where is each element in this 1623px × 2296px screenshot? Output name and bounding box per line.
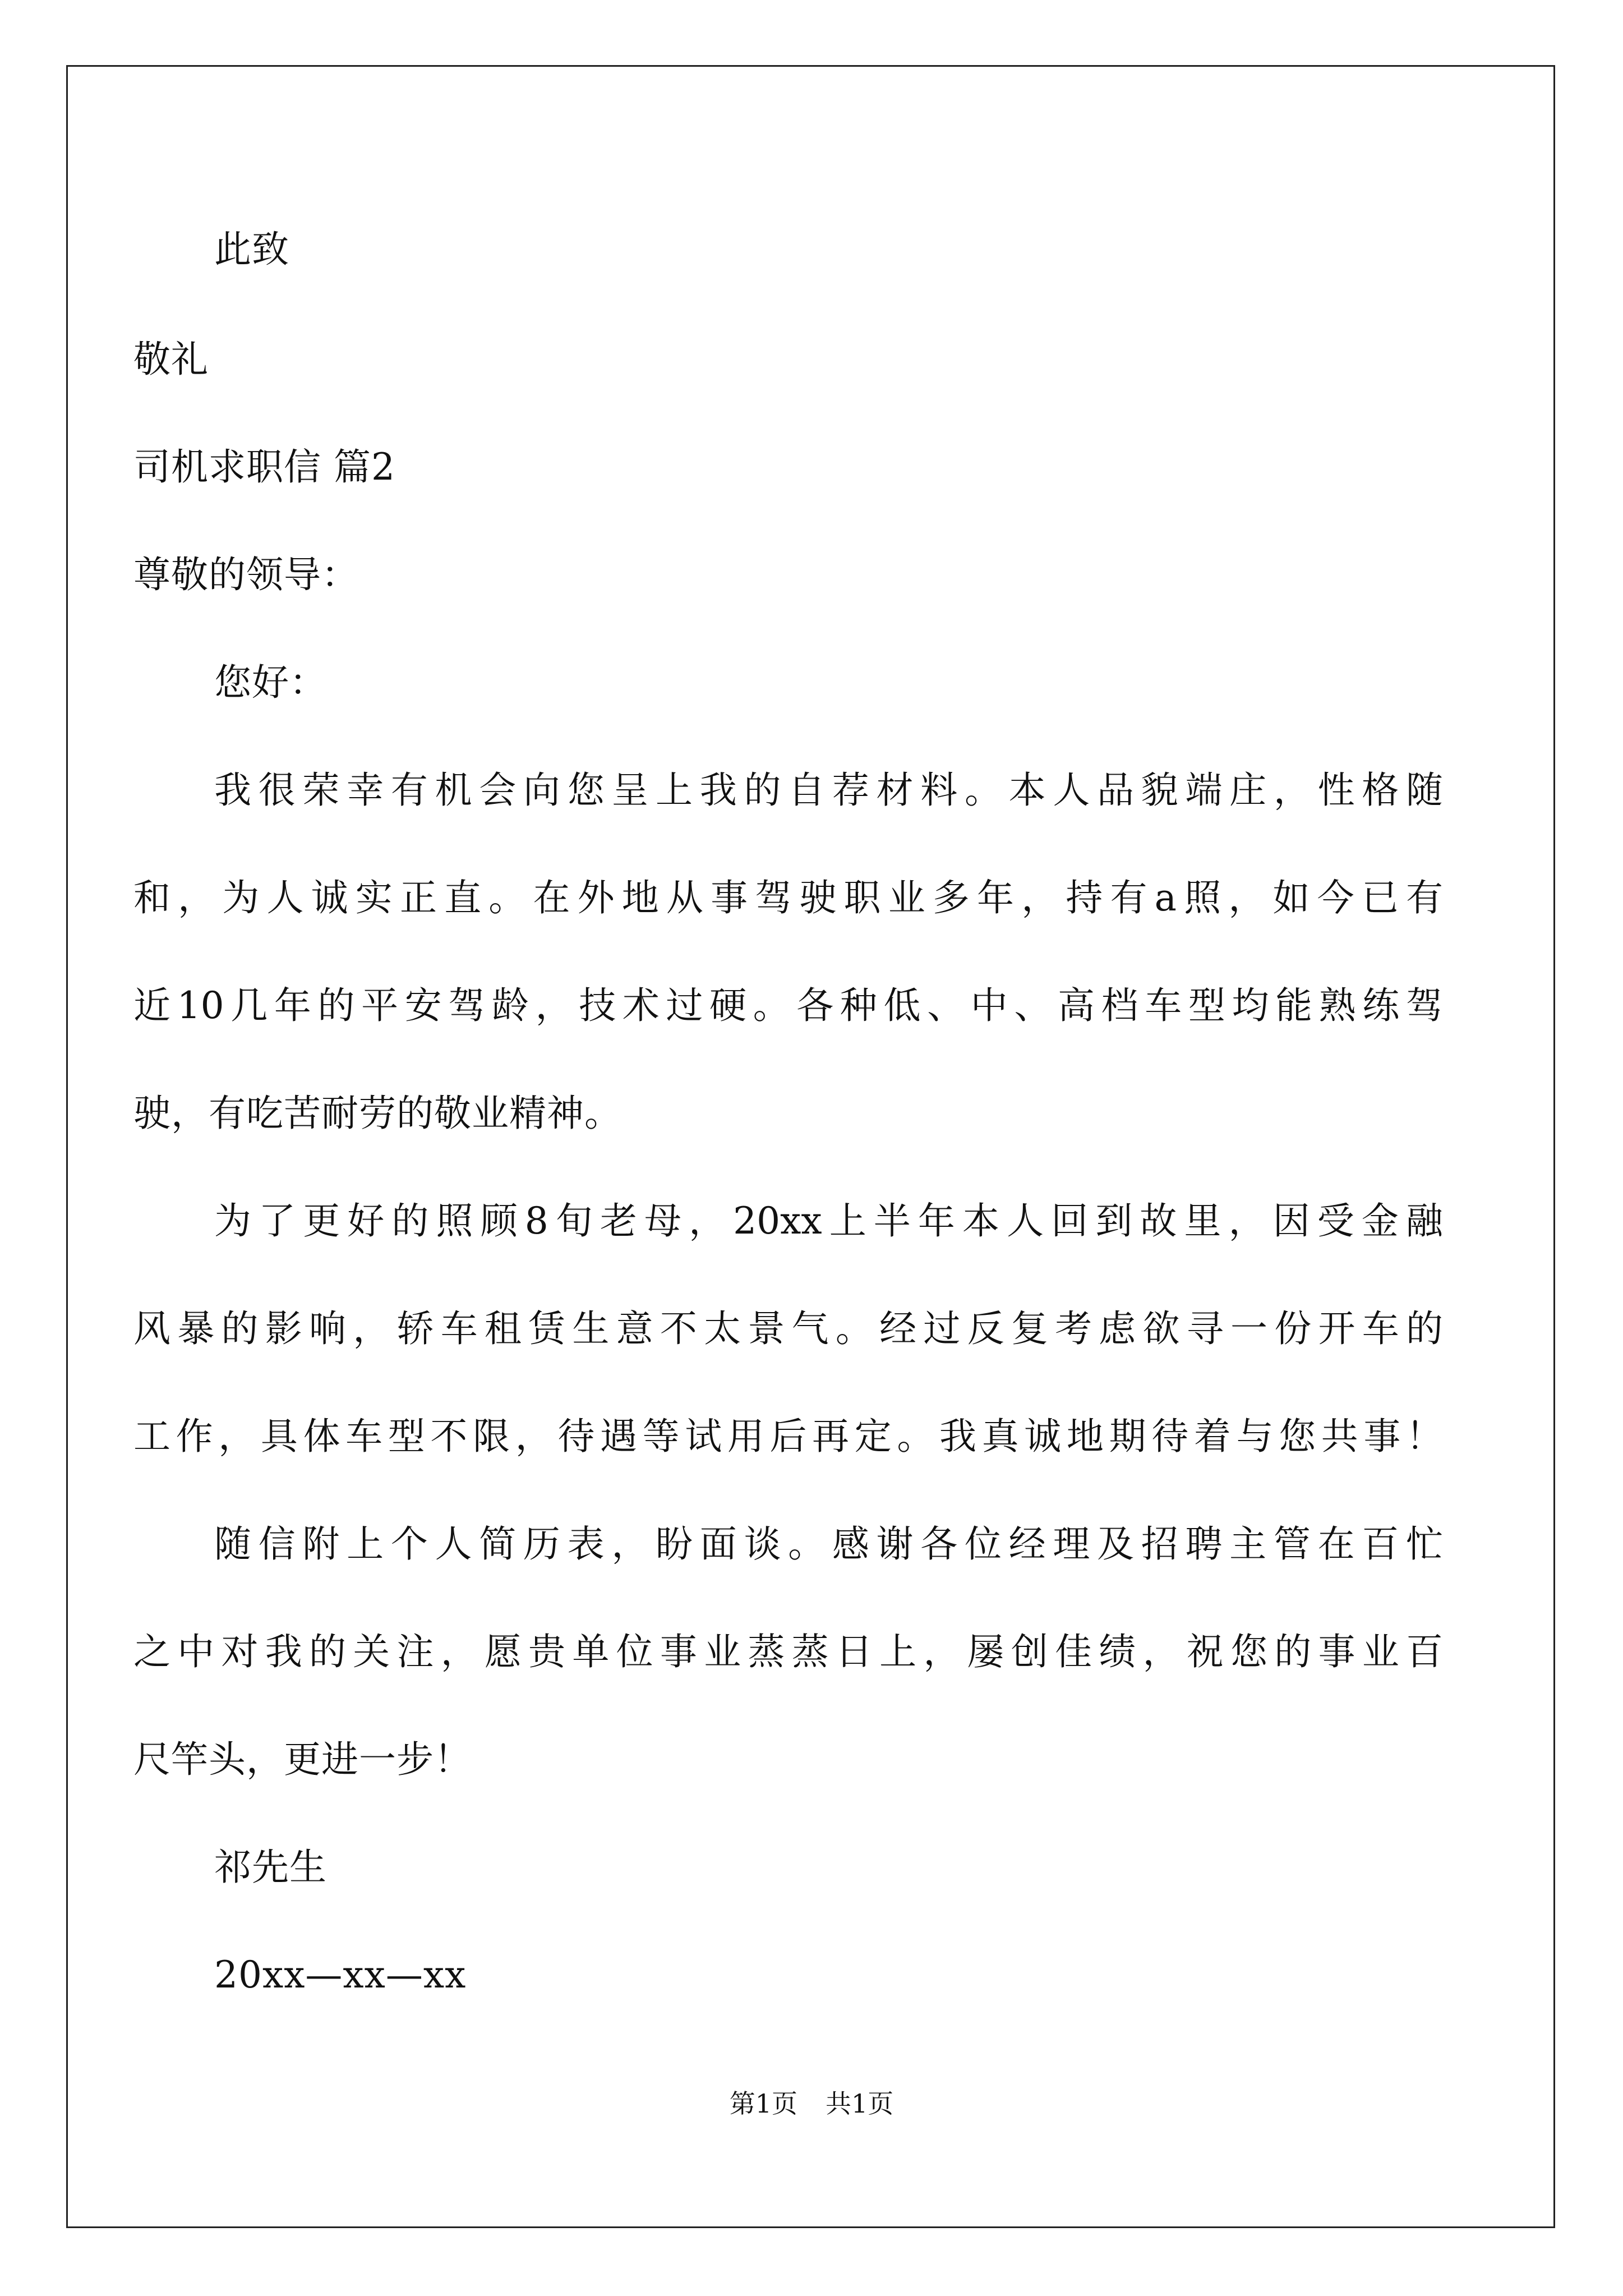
- greeting-line: 您好：: [214, 661, 327, 704]
- section-title: 司机求职信 篇2: [133, 445, 395, 489]
- paragraph-1-line-4: 驶，有吃苦耐劳的敬业精神。: [133, 1092, 622, 1135]
- signature: 祁先生: [214, 1846, 327, 1889]
- paragraph-3-line-2: 之中对我的关注，愿贵单位事业蒸蒸日上，屡创佳绩，祝您的事业百: [133, 1630, 1443, 1673]
- paragraph-1-line-1: 我很荣幸有机会向您呈上我的自荐材料。本人品貌端庄，性格随: [214, 769, 1443, 812]
- page-number-total: 共1页: [826, 2088, 894, 2119]
- addressee-line: 尊敬的领导：: [133, 553, 359, 596]
- page-number-current: 第1页: [729, 2088, 797, 2119]
- paragraph-3-line-3: 尺竿头，更进一步！: [133, 1738, 472, 1781]
- paragraph-1-line-2: 和，为人诚实正直。在外地从事驾驶职业多年，持有a照，如今已有: [133, 876, 1443, 919]
- paragraph-3-line-1: 随信附上个人简历表，盼面谈。感谢各位经理及招聘主管在百忙: [214, 1522, 1443, 1566]
- page-footer: [0, 2087, 1623, 2120]
- paragraph-1-line-3: 近10几年的平安驾龄，技术过硬。各种低、中、高档车型均能熟练驾: [133, 984, 1443, 1027]
- page-border: [66, 65, 1555, 2228]
- paragraph-2-line-3: 工作，具体车型不限，待遇等试用后再定。我真诚地期待着与您共事！: [133, 1415, 1443, 1458]
- closing-line: 此致: [214, 228, 289, 271]
- salute-line: 敬礼: [133, 338, 209, 381]
- paragraph-2-line-1: 为了更好的照顾8旬老母，20xx上半年本人回到故里，因受金融: [214, 1199, 1443, 1243]
- paragraph-2-line-2: 风暴的影响，轿车租赁生意不太景气。经过反复考虑欲寻一份开车的: [133, 1307, 1443, 1350]
- letter-date: 20xx—xx—xx: [214, 1953, 467, 1996]
